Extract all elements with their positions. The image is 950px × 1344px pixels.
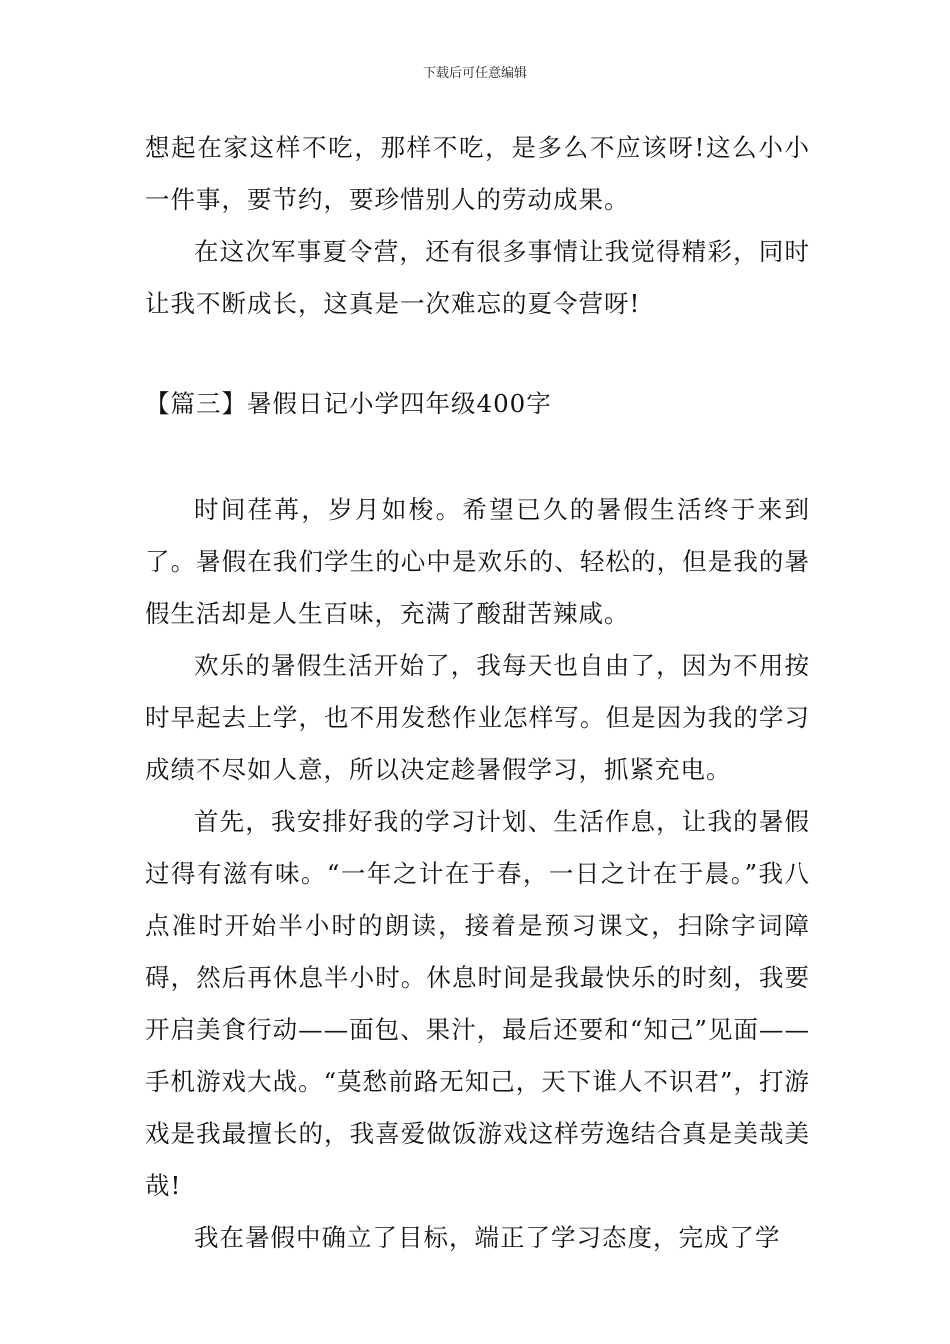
paragraph-1: 时间荏苒，岁月如梭。希望已久的暑假生活终于来到了。暑假在我们学生的心中是欢乐的、轻松的，但是我的暑假生活却是人生百味，充满了酸甜苦辣咸。 — [145, 495, 810, 628]
section-title: 【篇三】暑假日记小学四年级400字 — [145, 389, 552, 418]
paragraph-top-2: 在这次军事夏令营，还有很多事情让我觉得精彩，同时让我不断成长，这真是一次难忘的夏令营呀! — [145, 237, 810, 318]
paragraph-top-1: 想起在家这样不吃，那样不吃，是多么不应该呀!这么小小一件事，要节约，要珍惜别人的劳动成果。 — [145, 133, 810, 214]
page-header: 下载后可任意编辑 — [422, 66, 527, 81]
paragraph-4: 我在暑假中确立了目标，端正了学习态度，完成了学 — [194, 1223, 781, 1252]
paragraph-3: 首先，我安排好我的学习计划、生活作息，让我的暑假过得有滋有味。“一年之计在于春，一日之计在于晨。”我八点准时开始半小时的朗读，接着是预习课文，扫除字词障碍，然后再休息半小时。休息时间是我最快乐的时刻，我要开启美食行动——面包、果汁，最后还要和“知己”见面——手机游戏大战。“莫愁前路无知己，天下谁人不识君”，打游戏是我最擅长的，我喜爱做饭游戏这样劳逸结合真是美哉美哉! — [145, 807, 810, 1200]
paragraph-2: 欢乐的暑假生活开始了，我每天也自由了，因为不用按时早起去上学，也不用发愁作业怎样写。但是因为我的学习成绩不尽如人意，所以决定趁暑假学习，抓紧充电。 — [145, 651, 810, 784]
document-body — [145, 122, 810, 1264]
